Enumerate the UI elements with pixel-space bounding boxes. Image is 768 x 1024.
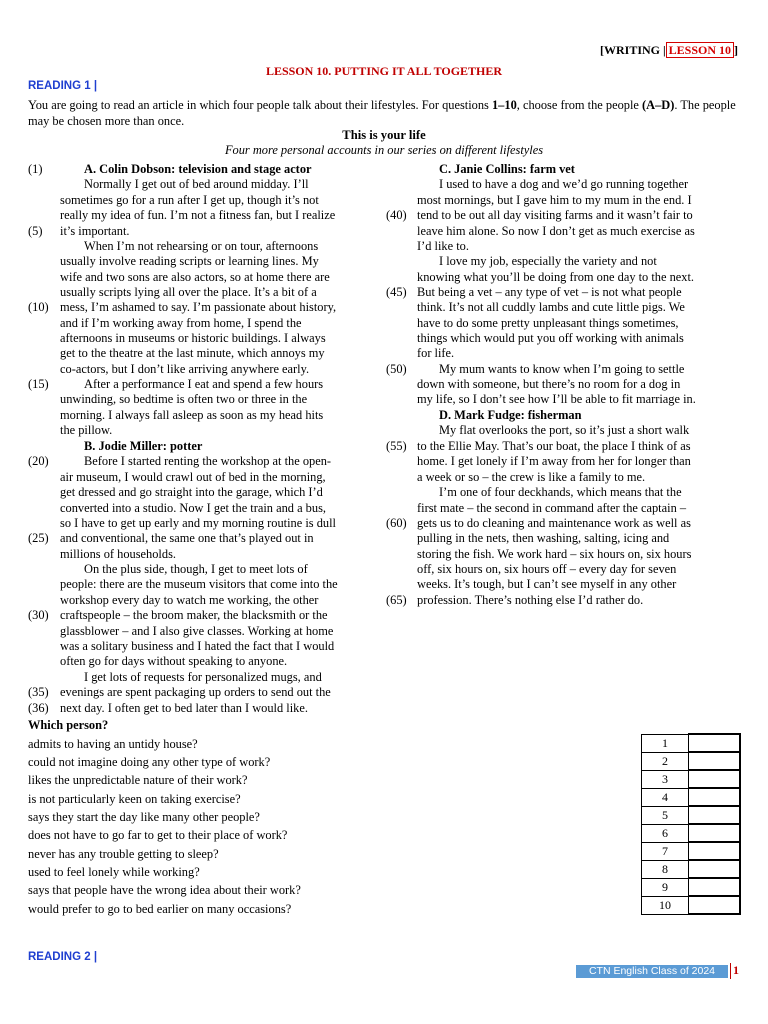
article-line: mess, I’m ashamed to say. I’m passionate about history,	[60, 300, 337, 314]
instructions-range: 1–10	[491, 98, 517, 112]
line-number: (60)	[386, 516, 407, 530]
answer-number: 10	[642, 896, 689, 914]
article-line: most mornings, but I gave him to my mum in the end. I	[417, 193, 692, 207]
answer-number: 5	[642, 806, 689, 824]
article-line: unwinding, so bedtime is often two or three in the	[60, 392, 308, 406]
article-line: usually involve reading scripts or learning lines. My	[60, 254, 319, 268]
article-line: glassblower – and I also give classes. Working at home	[60, 624, 334, 638]
article-line: converted into a studio. Now I get the train and a bus,	[60, 501, 326, 515]
line-number: (10)	[28, 300, 49, 314]
article-line: tend to be out all day visiting farms and it wasn’t fair to	[417, 208, 693, 222]
section-c-heading: C. Janie Collins: farm vet	[439, 162, 575, 176]
article-line: millions of households.	[60, 547, 176, 561]
line-number: (50)	[386, 362, 407, 376]
answer-number: 2	[642, 752, 689, 770]
reading-2-label: READING 2 |	[28, 951, 98, 963]
article-line: was a solitary business and I hated the fact that I would	[60, 639, 335, 653]
article-line: home. I get lonely if I’m away from her for longer than	[417, 454, 691, 468]
article-line: I used to have a dog and we’d go running together	[439, 177, 689, 191]
article-line: have to do some pretty unpleasant things sometimes,	[417, 316, 679, 330]
answer-number: 9	[642, 878, 689, 896]
article-line: things which would put you off working with animals	[417, 331, 684, 345]
article-line: Before I started renting the workshop at the open-	[84, 454, 332, 468]
question-item: admits to having an untidy house?	[28, 737, 198, 751]
answer-number: 3	[642, 770, 689, 788]
answer-number: 4	[642, 788, 689, 806]
article-line: I’d like to.	[417, 239, 469, 253]
answer-number: 6	[642, 824, 689, 842]
answer-number: 7	[642, 842, 689, 860]
article-line: down with someone, but there’s no room for a dog in	[417, 377, 681, 391]
article-line: profession. There’s nothing else I’d rather do.	[417, 593, 644, 607]
article-line: and if I’m working away from home, I spend the	[60, 316, 302, 330]
section-a-heading: A. Colin Dobson: television and stage actor	[84, 162, 312, 176]
article-line: air museum, I would crawl out of bed in the morning,	[60, 470, 326, 484]
article-line: When I’m not rehearsing or on tour, afternoons	[84, 239, 319, 253]
article-line: Normally I get out of bed around midday. I’ll	[84, 177, 309, 191]
answer-box[interactable]	[689, 806, 741, 824]
article-line: workshop every day to watch me working, the other	[60, 593, 319, 607]
article-line: pulling in the nets, then washing, salting, icing and	[417, 531, 670, 545]
article-line: think. It’s not all cuddly lambs and cute little pigs. We	[417, 300, 685, 314]
article-line: usually scripts lying all over the place. It’s a bit of a	[60, 285, 317, 299]
article-title: This is your life	[342, 128, 426, 142]
article-line: On the plus side, though, I get to meet lots of	[84, 562, 308, 576]
line-number: (65)	[386, 593, 407, 607]
article-line: next day. I often get to bed later than I would like.	[60, 701, 308, 715]
article-line: a week or so – the crew is like a family to me.	[417, 470, 646, 484]
instructions-text-3: . The people may be chosen more than once.	[28, 98, 736, 128]
article-line: for life.	[417, 346, 455, 360]
article-line: My mum wants to know when I’m going to settle	[439, 362, 685, 376]
article-line: often go for days without speaking to anyone.	[60, 654, 288, 668]
article-line: afternoons in museums or historic buildings. I always	[60, 331, 326, 345]
line-number: (1)	[28, 162, 43, 176]
article-line: off, six hours on, six hours off – every day for seven	[417, 562, 677, 576]
answer-number: 8	[642, 860, 689, 878]
article-line: sometimes go for a run after I get up, though it’s not	[60, 193, 319, 207]
instructions	[28, 98, 748, 129]
line-number: (30)	[28, 608, 49, 622]
article-line: my life, so I don’t see how I’ll be able to fit marriage in.	[417, 392, 696, 406]
article-line: My flat overlooks the port, so it’s just a short walk	[439, 423, 690, 437]
article-line: morning. I always fall asleep as soon as my head hits	[60, 408, 324, 422]
article-line: After a performance I eat and spend a few hours	[84, 377, 324, 391]
article-line: evenings are spent packaging up orders to send out the	[60, 685, 331, 699]
article-line: storing the fish. We work hard – six hours on, six hours	[417, 547, 692, 561]
section-d-heading: D. Mark Fudge: fisherman	[439, 408, 582, 422]
line-number: (36)	[28, 701, 49, 715]
reading-1-label: READING 1 |	[28, 80, 98, 92]
question-item: says they start the day like many other people?	[28, 810, 260, 824]
line-number: (25)	[28, 531, 49, 545]
question-item: says that people have the wrong idea about their work?	[28, 883, 301, 897]
answer-box[interactable]	[689, 824, 741, 842]
article-line: to the Ellie May. That’s our boat, the place I think of as	[417, 439, 691, 453]
instructions-text-1: You are going to read an article in which four people talk about their lifestyles. For questions	[28, 98, 492, 112]
article-line: knowing what you’ll be doing from one day to the next.	[417, 270, 695, 284]
article-line: co-actors, but I don’t like arriving anywhere early.	[60, 362, 310, 376]
question-item: never has any trouble getting to sleep?	[28, 847, 219, 861]
question-item: could not imagine doing any other type of work?	[28, 755, 271, 769]
instructions-people: (A–D)	[642, 98, 675, 112]
lesson-title: LESSON 10. PUTTING IT ALL TOGETHER	[265, 64, 503, 78]
article-subtitle: Four more personal accounts in our series on different lifestyles	[224, 143, 544, 157]
article-line: it’s important.	[60, 224, 130, 238]
article-line: I get lots of requests for personalized mugs, and	[84, 670, 322, 684]
article-line: so I have to get up early and my morning routine is dull	[60, 516, 336, 530]
lesson-tag-suffix: ]	[734, 43, 738, 57]
answer-box[interactable]	[689, 734, 741, 752]
answer-box[interactable]	[689, 752, 741, 770]
article-line: first mate – the second in command after the captain –	[417, 501, 687, 515]
section-b-heading: B. Jodie Miller: potter	[84, 439, 203, 453]
article-line: people: there are the museum visitors that come into the	[60, 577, 338, 591]
article-line: weeks. It’s tough, but I can’t see myself in any other	[417, 577, 677, 591]
lesson-tag-prefix: [WRITING |	[599, 43, 666, 57]
article-line: But being a vet – any type of vet – is not what people	[417, 285, 682, 299]
line-number: (40)	[386, 208, 407, 222]
answer-box[interactable]	[689, 896, 741, 914]
question-item: used to feel lonely while working?	[28, 865, 200, 879]
article-line: and conventional, the same one that’s played out in	[60, 531, 314, 545]
lesson-tag-badge: LESSON 10	[666, 42, 734, 58]
answer-table	[641, 733, 741, 915]
line-number: (55)	[386, 439, 407, 453]
line-number: (20)	[28, 454, 49, 468]
question-item: would prefer to go to bed earlier on many occasions?	[28, 902, 292, 916]
line-number: (45)	[386, 285, 407, 299]
answer-box[interactable]	[689, 842, 741, 860]
article-line: wife and two sons are also actors, so at home there are	[60, 270, 330, 284]
article-line: really my idea of fun. I’m not a fitness fan, but I realize	[60, 208, 336, 222]
article-line: gets us to do cleaning and maintenance work as well as	[417, 516, 691, 530]
line-number: (35)	[28, 685, 49, 699]
question-item: does not have to go far to get to their place of work?	[28, 828, 288, 842]
answer-box[interactable]	[689, 770, 741, 788]
answer-box[interactable]	[689, 878, 741, 896]
answer-box[interactable]	[689, 860, 741, 878]
lesson-tag	[600, 43, 738, 58]
article-line: I’m one of four deckhands, which means that the	[439, 485, 682, 499]
page-number: 1	[733, 963, 739, 977]
instructions-text-2: , choose from the people	[516, 98, 643, 112]
article-line: the pillow.	[60, 423, 113, 437]
footer-class-label: CTN English Class of 2024	[576, 965, 728, 978]
article-line: I love my job, especially the variety and not	[439, 254, 657, 268]
article-line: leave him alone. So now I don’t get as much exercise as	[417, 224, 695, 238]
footer-divider	[730, 963, 731, 979]
answer-box[interactable]	[689, 788, 741, 806]
question-item: is not particularly keen on taking exercise?	[28, 792, 241, 806]
article-line: get dressed and go straight into the garage, which I’d	[60, 485, 323, 499]
line-number: (15)	[28, 377, 49, 391]
article-line: get to the theatre at the last minute, which annoys my	[60, 346, 325, 360]
question-item: likes the unpredictable nature of their work?	[28, 773, 248, 787]
answer-number: 1	[642, 734, 689, 752]
article-line: craftspeople – the broom maker, the blacksmith or the	[60, 608, 328, 622]
questions-heading: Which person?	[28, 718, 109, 732]
line-number: (5)	[28, 224, 43, 238]
